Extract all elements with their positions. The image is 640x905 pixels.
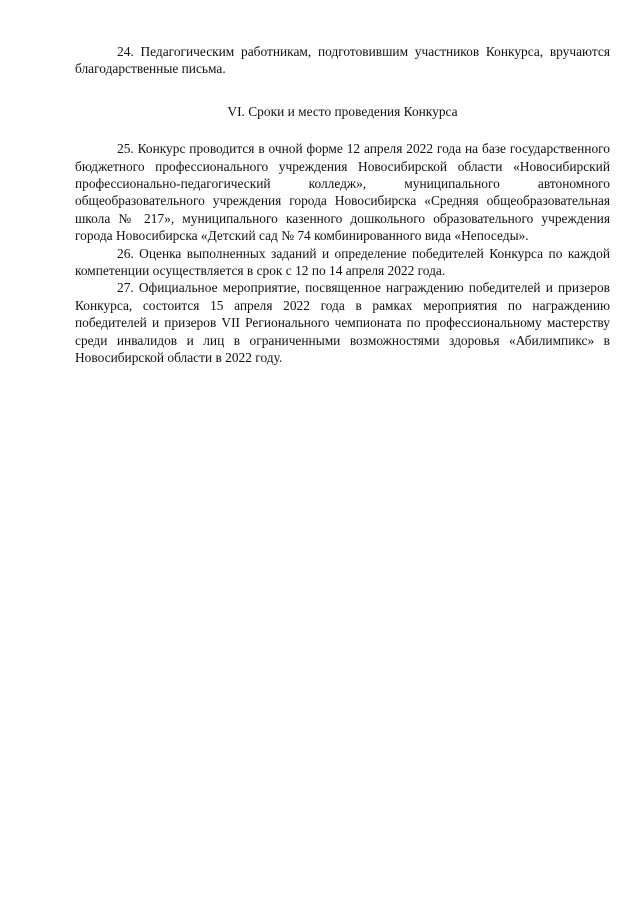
paragraph-25: 25. Конкурс проводится в очной форме 12 апреля 2022 года на базе государственного бюджетного профессионального учреждения Новосибирской области «Новосибирский профессионально-педагогический колледж», муниципального автономного общеобразовательного учреждения города Новосибирска «Средняя общеобразовательная школа № 217», муниципального казенного дошкольного образовательного учреждения города Новосибирска «Детский сад № 74 комбинированного вида «Непоседы». [75,141,610,244]
paragraph-27: 27. Официальное мероприятие, посвященное награждению победителей и призеров Конкурса, состоится 15 апреля 2022 года в рамках мероприятия по награждению победителей и призеров VII Регионального чемпионата по профессиональному мастерству среди инвалидов и лиц в ограниченными возможностями здоровья «Абилимпикс» в Новосибирской области в 2022 году. [75,280,610,366]
paragraph-26: 26. Оценка выполненных заданий и определение победителей Конкурса по каждой компетенции осуществляется в срок с 12 по 14 апреля 2022 года. [75,245,610,279]
section-title: VI. Сроки и место проведения Конкурса [227,103,458,119]
paragraph-24: 24. Педагогическим работникам, подготовившим участников Конкурса, вручаются благодарственные письма. [75,44,610,77]
